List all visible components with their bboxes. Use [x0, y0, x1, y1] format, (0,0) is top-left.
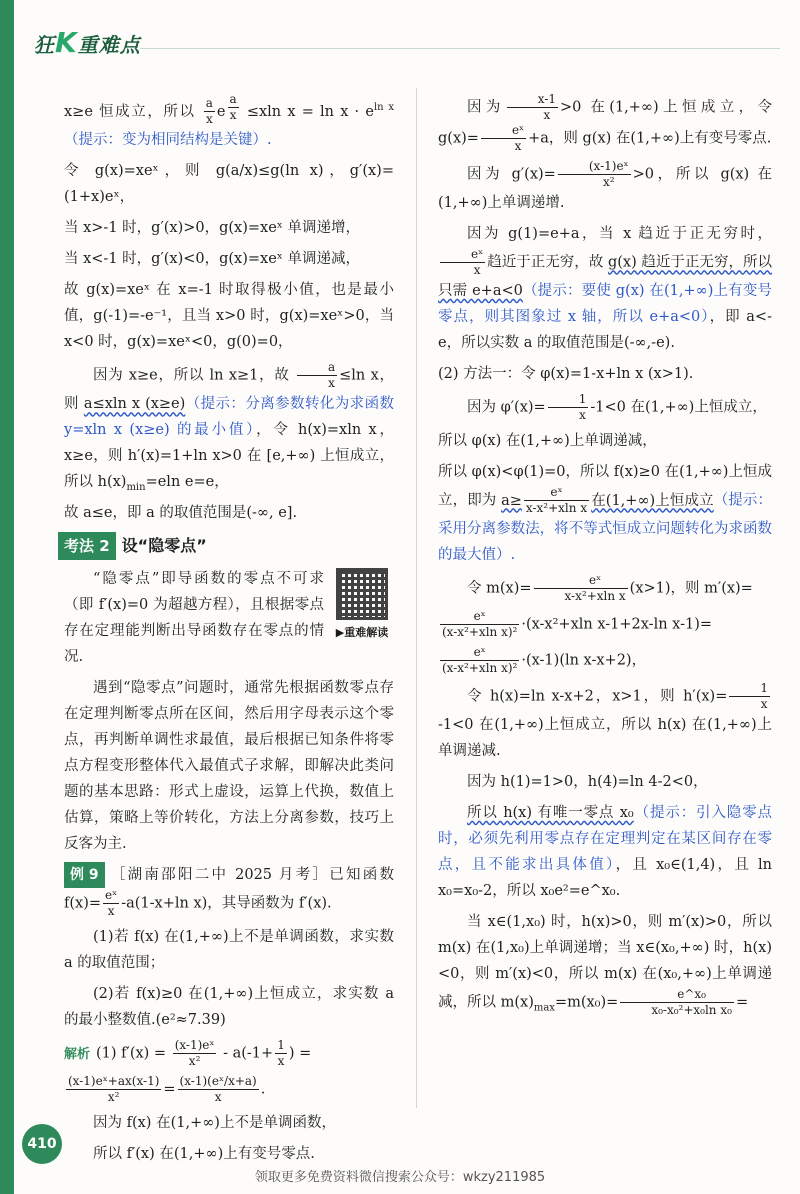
para: 所以 φ(x) 在(1,+∞)上单调递减，	[438, 433, 657, 449]
left-column	[64, 92, 394, 1172]
para: x≥e 恒成立，所以 $\frac{a}{x}$ e $^{\frac{a}{x}}$ ≤xln $x = \ln x \cdot e^{ln x}$（提示：变为相同结构是关键）.	[64, 92, 394, 149]
para: $\frac{\text{(x-1)eˣ+ax(x-1)}}{\text{x²}}$ = $\frac{\text{(x-1)(eˣ/x+a)}}{x}$ .	[68, 1074, 266, 1105]
para: 因为 $\frac{x-1}{x}$ >0 在(1,+∞)上恒成立，令 g(x)= $\frac{\text{eˣ}}{x}$ +a，则 g(x) 在(1,+∞)上有变号零点.	[438, 92, 772, 153]
para: 令 g(x)=xeˣ，则 g(a/x)≤g(ln x)，g′(x)=(1+x)eˣ，	[64, 163, 394, 206]
page-number: 410	[22, 1124, 62, 1164]
para: (1)若 f(x) 在(1,+∞)上不是单调函数，求实数 a 的取值范围；	[64, 929, 394, 972]
method-heading: 考法 2 设“隐零点”	[58, 532, 394, 560]
para: (2) 方法一：令 φ(x)=1-x+ln x (x>1).	[438, 366, 694, 382]
brand-logo: 狂K重难点	[34, 26, 141, 59]
para: $\frac{\text{eˣ}}{\text{(x-x²+xln x)²}}$ ·(x-x²+xln x-1+2x-ln x-1)=	[442, 609, 713, 639]
para: 因为 x≥e，所以 ln x≥1，故 $\frac{a}{x}$ ≤ln x，则 a≤xln x (x≥e)（提示：分离参数转化为求函数 y=xln x (x≥e) 的最小值），令 h(x)=xln x，x≥e，则 h′(x)=1+ln x>0 在 [e,+∞) 上恒成立，所以 $h(x)_{min}=eln$ e=e，	[64, 360, 394, 494]
para: 所以 φ(x)<φ(1)=0，所以 f(x)≥0 在(1,+∞)上恒成立，即为 a≥ $\frac{\text{eˣ}}{\text{x-x²+xln x}}$ 在(1,+∞)上恒成立（提示：采用分离参数法，将不等式恒成立问题转化为求函数的最大值）.	[438, 464, 772, 563]
para: 因为 g′(x)= $\frac{\text{(x-1)eˣ}}{\text{x²}}$ >0，所以 g(x) 在(1,+∞)上单调递增.	[438, 159, 772, 211]
solution: 解析 (1) f′(x) = $\frac{\text{(x-1)eˣ}}{\text{x²}}$ - a(-1+ $\frac{1}{x}$ ) =	[64, 1038, 312, 1069]
hint-text: （提示：要使 g(x) 在(1,+∞)上有变号零点，则其图象过 x 轴，所以 e+a<0）	[438, 283, 773, 325]
para: 当 x>-1 时，g′(x)>0，g(x)=xeˣ 单调递增，	[64, 220, 361, 237]
right-column	[438, 92, 772, 1023]
para: 当 x<-1 时，g′(x)<0，g(x)=xeˣ 单调递减，	[64, 251, 361, 268]
para: 因为 φ′(x)= $\frac{1}{x}$ -1<0 在(1,+∞)上恒成立，	[467, 392, 767, 422]
hint-text: （提示：分离参数转化为求函数 y=xln x (x≥e) 的最小值）	[64, 396, 394, 439]
para: 所以 f′(x) 在(1,+∞)上有变号零点.	[93, 1146, 315, 1163]
para: 故 g(x)=xeˣ 在 x=-1 时取得极小值，也是最小值，g(-1)=-e⁻¹，且当 x>0 时，g(x)=xeˣ>0，当 x<0 时，g(x)=xeˣ<0，g(0)=0，	[64, 282, 394, 351]
para: 令 m(x)= $\frac{\text{eˣ}}{\text{x-x²+xln x}}$ (x>1)，则 m′(x)=	[467, 573, 753, 603]
para: $\frac{\text{eˣ}}{\text{(x-x²+xln x)²}}$ ·(x-1)(ln x-x+2)，	[442, 645, 647, 675]
para: 因为 f(x) 在(1,+∞)上不是单调函数，	[93, 1115, 336, 1132]
qr-label: ▶重难解读	[335, 626, 389, 640]
edge-strip	[0, 0, 14, 1194]
hint-text: （提示：采用分离参数法，将不等式恒成立问题转化为求函数的最大值）.	[438, 492, 772, 563]
hint-text: （提示：变为相同结构是关键）.	[64, 132, 272, 149]
para: 因为 h(1)=1>0，h(4)=ln 4-2<0，	[467, 774, 708, 790]
para: “隐零点”即导函数的零点不可求（即 f′(x)=0 为超越方程），且根据零点存在定理能判断出导函数存在零点的情况.	[64, 571, 324, 666]
para: 故 a≤e，即 a 的取值范围是(-∞, e].	[64, 505, 298, 522]
solution-tag: 解析	[64, 1046, 91, 1062]
example-tag: 例 9	[64, 862, 105, 888]
para: 遇到“隐零点”问题时，通常先根据函数零点存在定理判断零点所在区间，然后用字母表示这个零点，再判断单调性求最值，最后根据已知条件将零点方程变形整体代入最值式子求解，即解决此类问题的基本思路：形式上虚设，运算上代换，数值上估算，策略上等价转化，方法上分离参数，技巧上反客为主.	[64, 680, 394, 853]
example-question: 例 9 ［湖南邵阳二中 2025 月考］已知函数 f(x)= $\frac{\text{eˣ}}{x}$ -a(1-x+ln x)，其导函数为 f′(x).	[64, 862, 394, 919]
header-rule	[140, 48, 780, 49]
para: 因为 g(1)=e+a，当 x 趋近于正无穷时， $\frac{\text{eˣ}}{x}$ 趋近于正无穷，故 g(x) 趋近于正无穷，所以只需 e+a<0（提示：要使 g(x) 在(1,+∞)上有变号零点，则其图象过 x 轴，所以 e+a<0），即 a<-e，所以实数 a 的取值范围是(-∞,-e).	[438, 226, 773, 351]
para: (2)若 f(x)≥0 在(1,+∞)上恒成立，求实数 a 的最小整数值.(e²≈7.39)	[64, 986, 394, 1029]
para: 令 h(x)=ln x-x+2，x>1，则 h′(x)= $\frac{1}{x}$ -1<0 在(1,+∞)上恒成立，所以 h(x) 在(1,+∞)上单调递减.	[438, 681, 772, 759]
para: 所以 h(x) 有唯一零点 x₀（提示：引入隐零点时，必须先利用零点存在定理判定在某区间存在零点，且不能求出具体值），且 x₀∈(1,4)，且 ln x₀=x₀-2，所以 x₀e²=e^x₀.	[438, 805, 773, 899]
para: 当 x∈(1,x₀) 时，h(x)>0，则 m′(x)>0，所以 m(x) 在(1,x₀)上单调递增；当 x∈(x₀,+∞) 时，h(x)<0，则 m′(x)<0，所以 m(x) 在(x₀,+∞)上单调递减，所以 $m(x)_{max}=m(x_0)=$ $\frac{\text{e\textasciicircum{}x₀}}{\text{x₀-x₀²+x₀ln x₀}}$ =	[438, 914, 772, 1017]
hint-text: （提示：引入隐零点时，必须先利用零点存在定理判定在某区间存在零点，且不能求出具体值）	[438, 805, 772, 873]
qr-code-icon	[336, 568, 388, 620]
column-divider	[416, 88, 417, 1108]
qr-code[interactable]	[330, 568, 394, 646]
footer-note: 领取更多免费资料微信搜索公众号：wkzy211985	[254, 1170, 546, 1185]
